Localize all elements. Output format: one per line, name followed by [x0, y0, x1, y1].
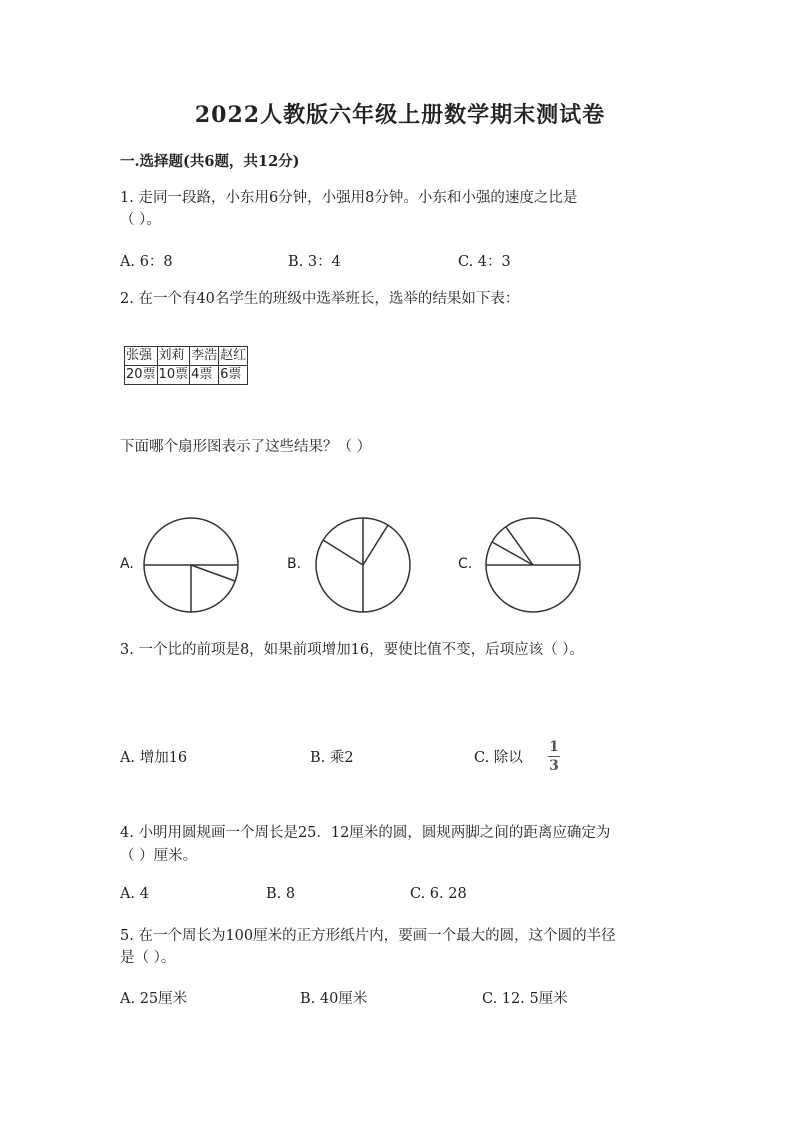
table-cell: 6票	[219, 366, 248, 385]
question-4-option-b: B. 8	[266, 886, 296, 902]
section-heading: 一.选择题(共6题，共12分)	[120, 153, 300, 170]
question-4-option-a: A. 4	[120, 886, 149, 902]
question-1-line-1: 1. 走同一段路，小东用6分钟，小强用8分钟。小东和小强的速度之比是	[120, 190, 578, 206]
pie-chart-c	[484, 516, 582, 614]
question-5-line-2: 是（ ）。	[120, 950, 176, 966]
question-5-option-b: B. 40厘米	[300, 991, 368, 1007]
question-4-line-1: 4. 小明用圆规画一个周长是25．12厘米的圆，圆规两脚之间的距离应确定为	[120, 825, 611, 841]
table-cell: 4票	[190, 366, 219, 385]
question-3-option-b: B. 乘2	[310, 750, 354, 766]
pie-a-label: A.	[120, 556, 134, 572]
question-3-option-a: A. 增加16	[120, 750, 188, 766]
pie-chart-b	[314, 516, 412, 614]
question-3-option-c: C. 除以	[474, 750, 523, 766]
table-cell: 赵红	[219, 347, 248, 366]
question-1-option-c: C. 4：3	[458, 254, 511, 270]
table-cell: 10票	[157, 366, 190, 385]
pie-b-label: B.	[287, 556, 302, 572]
question-1-option-a: A. 6：8	[120, 254, 173, 270]
fraction-one-third	[548, 740, 560, 773]
vote-table	[124, 346, 248, 385]
question-2-text: 2. 在一个有40名学生的班级中选举班长，选举的结果如下表：	[120, 291, 520, 307]
question-4-option-c: C. 6. 28	[410, 886, 467, 902]
question-3-text: 3. 一个比的前项是8，如果前项增加16，要使比值不变，后项应该（ ）。	[120, 642, 584, 658]
table-cell: 李浩	[190, 347, 219, 366]
table-cell: 张强	[125, 347, 158, 366]
table-cell: 刘莉	[157, 347, 190, 366]
question-5-option-a: A. 25厘米	[120, 991, 188, 1007]
table-cell: 20票	[125, 366, 158, 385]
fraction-numerator: 1	[549, 739, 559, 755]
pie-chart-a	[142, 516, 240, 614]
fraction-bar	[548, 756, 560, 757]
question-1-option-b: B. 3：4	[288, 254, 341, 270]
page-title: 2022人教版六年级上册数学期末测试卷	[194, 102, 606, 128]
pie-c-label: C.	[458, 556, 473, 572]
question-4-line-2: （ ）厘米。	[120, 848, 198, 864]
question-1-line-2: （ ）。	[120, 212, 161, 228]
question-2-prompt: 下面哪个扇形图表示了这些结果？（ ）	[120, 439, 372, 455]
table-row	[125, 347, 248, 366]
question-5-option-c: C. 12. 5厘米	[482, 991, 568, 1007]
table-row	[125, 366, 248, 385]
fraction-denominator: 3	[549, 758, 559, 774]
question-5-line-1: 5. 在一个周长为100厘米的正方形纸片内，要画一个最大的圆，这个圆的半径	[120, 928, 616, 944]
